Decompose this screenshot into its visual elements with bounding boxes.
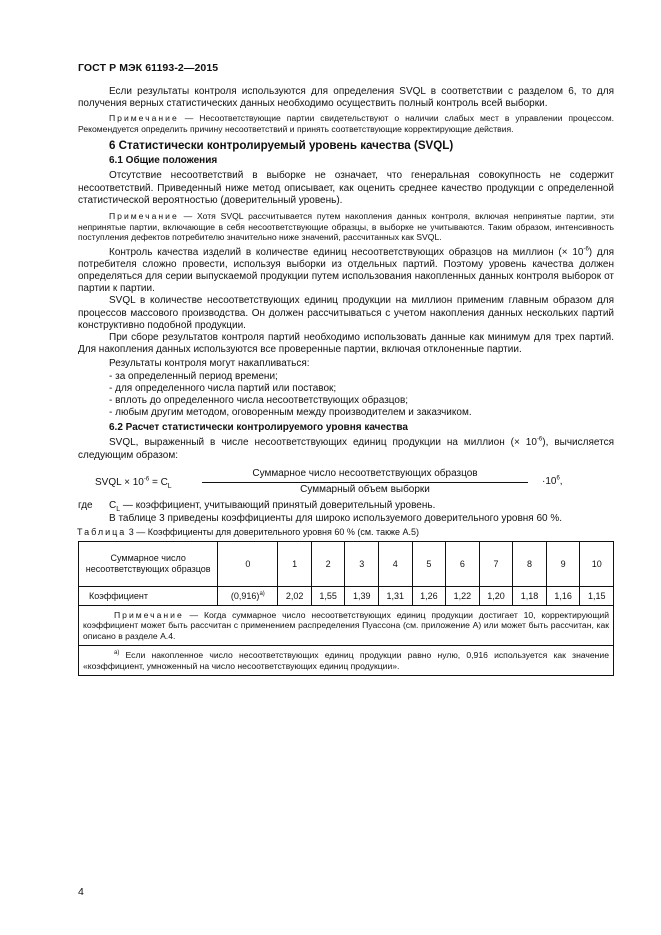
count-cell: 4 xyxy=(379,541,413,586)
note-text: — Когда суммарное число несоответствующих единиц продукции достигает 10, корректирующий коэффициент может быть рассчитан с применением распределения Пуассона (см. приложение А) или может быть рассчитан, как описано в разделе А.4. xyxy=(83,609,609,641)
header-label-cell: Суммарное число несоответствующих образцов xyxy=(79,541,218,586)
count-cell: 5 xyxy=(412,541,446,586)
coef-cell: 2,02 xyxy=(278,586,312,605)
intro-paragraph: Если результаты контроля используются для определения SVQL в соответствии с разделом 6, то для получения верных статистических данных необходимо осуществить полный контроль всей выборки. xyxy=(78,86,614,110)
formula-numerator: Суммарное число несоответствующих образцов xyxy=(202,468,528,483)
formula-fraction xyxy=(202,468,528,496)
list-item: - любым другим методом, оговоренным между производителем и заказчиком. xyxy=(109,407,472,419)
formula-multiplier xyxy=(542,476,563,488)
accumulation-list xyxy=(78,371,614,420)
coef-value: (0,916) xyxy=(230,590,260,601)
svql-formula xyxy=(78,468,614,498)
note-1 xyxy=(78,113,614,134)
list-item: - за определенный период времени; xyxy=(109,370,278,382)
note-label: Примечание xyxy=(109,211,179,222)
table-footnote-cell xyxy=(79,646,614,676)
paragraph-6-1-2 xyxy=(78,247,614,296)
coef-cell: 1,20 xyxy=(479,586,513,605)
page-content xyxy=(78,86,614,676)
count-cell: 0 xyxy=(218,541,278,586)
coef-cell: 1,18 xyxy=(513,586,547,605)
coef-cell: 1,22 xyxy=(446,586,480,605)
footnote-mark: а) xyxy=(259,590,265,597)
coef-cell: 1,15 xyxy=(580,586,614,605)
caption-label: Таблица xyxy=(77,526,127,537)
subscript: L xyxy=(167,482,172,490)
footnote-mark: а) xyxy=(114,650,120,657)
where-definition xyxy=(109,500,435,512)
coef-cell xyxy=(218,586,278,605)
caption-text: 3 — Коэффициенты для доверительного уровня 60 % (см. также А.5) xyxy=(126,526,420,537)
section-title: 6 Статистически контролируемый уровень качества (SVQL) xyxy=(109,139,454,153)
formula-text: SVQL × 10 xyxy=(95,476,144,488)
table-footnote-row xyxy=(79,646,614,676)
note-label: Примечание xyxy=(109,113,179,124)
paragraph-6-1-1: Отсутствие несоответствий в выборке не означает, что генеральная совокупность не содержит несоответствий. Приведенный ниже метод описывает, как оценить среднее качество продукции с определенной статистической вероятностью (доверительный уровень). xyxy=(78,170,614,206)
count-cell: 3 xyxy=(345,541,379,586)
paragraph-6-1-5: Результаты контроля могут накапливаться: xyxy=(109,358,310,370)
row-label-cell: Коэффициент xyxy=(79,586,218,605)
count-cell: 9 xyxy=(546,541,580,586)
count-cell: 10 xyxy=(580,541,614,586)
formula-text: ·10 xyxy=(542,475,557,487)
coef-cell: 1,39 xyxy=(345,586,379,605)
table-note-row xyxy=(79,605,614,646)
paragraph-text: ), вычисляется следующим образом: xyxy=(78,437,614,461)
formula-text: — коэффициент, учитывающий принятый доверительный уровень. xyxy=(120,499,436,511)
table-header-row xyxy=(79,541,614,586)
paragraph-6-2-1 xyxy=(78,437,614,461)
footnote-text: Если накопленное число несоответствующих единиц продукции равно нулю, 0,916 используется как значение «коэффициент, умноженный на число несоответствующих единиц продукции». xyxy=(83,650,609,671)
count-cell: 2 xyxy=(311,541,345,586)
formula-lhs xyxy=(95,477,172,489)
document-header: ГОСТ Р МЭК 61193-2—2015 xyxy=(78,62,219,74)
superscript: -6 xyxy=(583,246,589,253)
count-cell: 8 xyxy=(513,541,547,586)
paragraph-6-1-3: SVQL в количестве несоответствующих единиц продукции на миллион применим главным образом для процессов массового производства. Он должен рассчитываться с учетом накопления данных нескольких партий конструктивно подобной продукции. xyxy=(78,295,614,331)
list-item: - для определенного числа партий или поставок; xyxy=(109,382,337,394)
paragraph-6-2-2: В таблице 3 приведены коэффициенты для широко используемого доверительного уровня 60 %. xyxy=(109,512,563,524)
coef-cell: 1,26 xyxy=(412,586,446,605)
count-cell: 7 xyxy=(479,541,513,586)
paragraph-text: SVQL, выраженный в числе несоответствующих единиц продукции на миллион (× 10 xyxy=(109,437,537,449)
note-text: — Несоответствующие партии свидетельствуют о наличии слабых мест в управлении процессом. Рекомендуется определить причину несоответствий и принять соответствующие корректирующие действия. xyxy=(78,113,614,134)
formula-text: C xyxy=(109,499,117,511)
count-cell: 1 xyxy=(278,541,312,586)
formula-denominator: Суммарный объем выборки xyxy=(300,483,430,495)
formula-text: , xyxy=(559,475,563,487)
coefficient-table xyxy=(78,541,614,677)
superscript: -6 xyxy=(536,437,543,444)
count-cell: 6 xyxy=(446,541,480,586)
subsection-title-6-2: 6.2 Расчет статистически контролируемого уровня качества xyxy=(109,422,408,434)
formula-text: = C xyxy=(149,476,168,488)
subscript: L xyxy=(116,505,121,513)
where-label: где xyxy=(78,499,93,511)
note-text: — Хотя SVQL рассчитывается путем накопления данных контроля, включая непринятые партии, эти непринятые партии, включающие в себя несоответствующие образцы, в выборке не учитываются. Таким образом, интенсивность поступления дефектов потребителю значительно ниже значений, рассчитанных как SVQL. xyxy=(78,211,614,243)
page-number: 4 xyxy=(78,886,84,898)
coef-cell: 1,16 xyxy=(546,586,580,605)
table-caption xyxy=(77,527,614,538)
coef-cell: 1,31 xyxy=(379,586,413,605)
table-row xyxy=(79,586,614,605)
paragraph-text: Контроль качества изделий в количестве единиц несоответствующих образцов на миллион (× 10 xyxy=(109,246,584,258)
superscript: 6 xyxy=(556,475,560,482)
coef-cell: 1,55 xyxy=(311,586,345,605)
subsection-title-6-1: 6.1 Общие положения xyxy=(109,155,218,167)
note-2 xyxy=(78,211,614,243)
note-label: Примечание xyxy=(114,609,184,620)
table-note-cell xyxy=(79,605,614,646)
formula-legend xyxy=(78,500,614,513)
paragraph-text: ) для потребителя сложно провести, используя выборки из отдельных партий. Поэтому уровень качества должен определяться для серии выпускаемой продукции путем использования накопленных данных контроля выборок от партии к партии. xyxy=(78,246,614,295)
paragraph-6-1-4: При сборе результатов контроля партий необходимо использовать данные как минимум для трех партий. Для накопления данных используются все проверенные партии, включая отклоненные партии. xyxy=(78,331,614,356)
superscript: -6 xyxy=(143,476,150,483)
list-item: - вплоть до определенного числа несоответствующих образцов; xyxy=(109,394,409,406)
